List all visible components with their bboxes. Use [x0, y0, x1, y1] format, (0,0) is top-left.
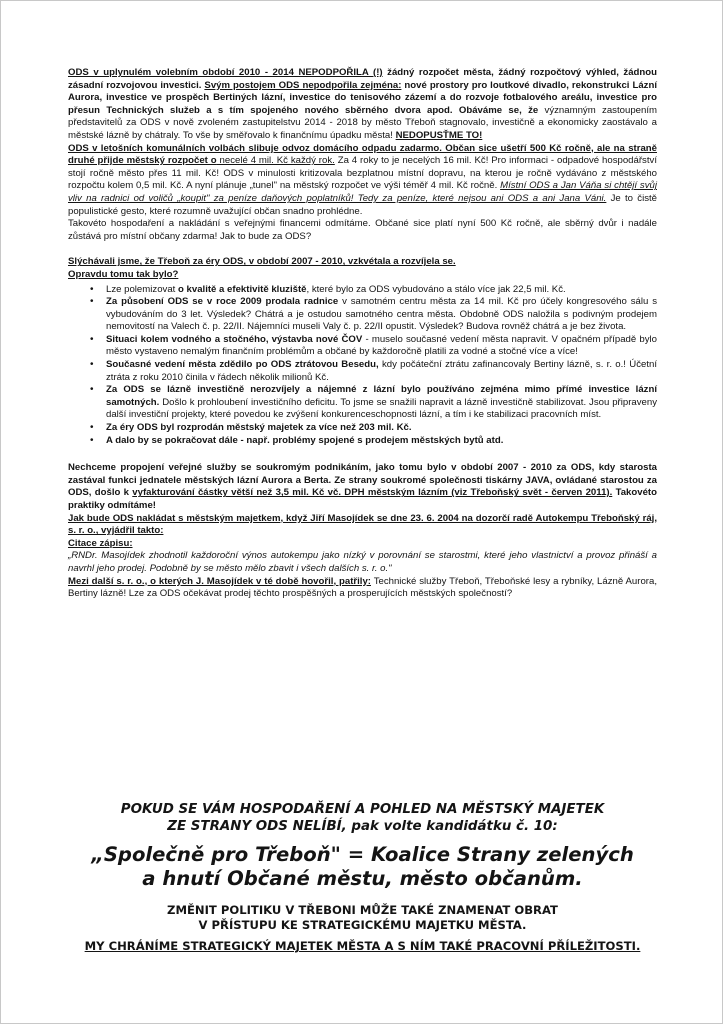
section-subheading: Opravdu tomu tak bylo?	[68, 268, 179, 280]
buy-influence-text: Místní ODS a Jan Váňa si chtějí svůj vliv na radnici od voličů „koupit" za peníze daňových poplatníků! Tedy za peníze, které nejsou ani ODS a ani Jana Váni.	[68, 180, 657, 204]
citation-label: Citace zápisu:	[68, 537, 133, 549]
paragraph-companies: Mezi další s. r. o., o kterých J. Masojídek v té době hovořil, patřily: Technické služby Třeboň, Třeboňské lesy a rybníky, Lázně Aurora, Bertiny lázně! Lze za ODS očekávat prodej těchto prospěšných a prosperujících městských společností?	[68, 575, 657, 600]
article-body	[68, 67, 657, 601]
list-item: • Za působení ODS se v roce 2009 prodala radnice v samotném centru města za 14 mil. Kč pro účely kongresového sálu s vybudováním do 3 let. Výsledek? Chátrá a je ostudou samotného centra města. Obdobně ODS naložila s podivným prodejem nemovitostí na Valech č. p. 22/II. Nájemníci museli Valy č. p. 22/II opustit. Výsledek? Budova rovněž chátrá a je bez života.	[106, 296, 657, 334]
ods-no-support-text: ODS v uplynulém volebním období 2010 - 2014 NEPODPOŘILA (!)	[68, 67, 383, 78]
protect-property-text: MY CHRÁNÍME STRATEGICKÝ MAJETEK MĚSTA A S NÍM TAKÉ PRACOVNÍ PŘÍLEŽITOSTI.	[84, 939, 641, 953]
citation-quote: „RNDr. Masojídek zhodnotil každoroční výnos autokempu jako nízký v porovnání se starostmi, které jeho vlastnictví a provoz přináší a navrhl jeho prodej. Podobně by se město mělo zbavit i všech dalších s. r. o."	[68, 550, 657, 574]
paragraph-finances: Takovéto hospodaření a nakládání s veřejnými financemi odmítáme. Občané sice platí nyní 500 Kč ročně, ale sběrný dvůr i nadále zůstává pro místní občany zdarma! Jak to bude za ODS?	[68, 218, 657, 242]
list-item: • Současné vedení města zdědilo po ODS ztrátovou Besedu, kdy počáteční ztrátu zafinancovaly Bertiny lázně, s. r. o.! Účetní ztráta z roku 2010 činila v řádech několik milionů Kč.	[106, 359, 657, 384]
list-item: • Lze polemizovat o kvalitě a efektivitě kluziště, které bylo za ODS vybudováno a stálo více jak 22,5 mil. Kč.	[106, 284, 657, 297]
ods-position-text: Svým postojem ODS nepodpořila zejména:	[204, 79, 402, 91]
closing-appeal: POKUD SE VÁM HOSPODAŘENÍ A POHLED NA MĚSTSKÝ MAJETEK ZE STRANY ODS NELÍBÍ, pak volte kandidátku č. 10:	[120, 802, 605, 834]
invoice-text: vyfakturování částky větší než 3,5 mil. Kč vč. DPH městským lázním (viz Třeboňský svět - červen 2011).	[132, 487, 613, 499]
paragraph-masojidek: Jak bude ODS nakládat s městským majetkem, když Jiří Masojídek se dne 23. 6. 2004 na dozorčí radě Autokempu Třeboňský ráj, s. r. o., vyjádřil takto:	[68, 512, 657, 537]
waste-promise-text: ODS v letošních komunálních volbách slibuje odvoz domácího odpadu zadarmo. Občan sice ušetří 500 Kč ročně, ale na straně druhé přijde městský rozpočet o	[68, 142, 657, 167]
paragraph-java: Nechceme propojení veřejné služby se soukromým podnikáním, jako tomu bylo v období 2007 - 2010 za ODS, kdy starosta zastával funkci jednatele městských lázní Aurora a Berta. Ze strany soukromé společnosti tiskárny JAVA, ovládané starostou za ODS, došlo k vyfakturování částky větší než 3,5 mil. Kč vč. DPH městským lázním (viz Třeboňský svět - červen 2011). Takovéto praktiky odmítáme!	[68, 462, 657, 511]
list-item: • A dalo by se pokračovat dále - např. problémy spojené s prodejem městských bytů atd.	[106, 435, 657, 448]
bullet-list	[68, 284, 657, 448]
do-not-allow-text: NEDOPUSŤME TO!	[395, 129, 483, 141]
paragraph-budget: ODS v uplynulém volebním období 2010 - 2014 NEPODPOŘILA (!) žádný rozpočet města, žádný rozpočtový výhled, žádnou zásadní rozvojovou investici. Svým postojem ODS nepodpořila zejména: nové prostory pro loutkové divadlo, rekonstrukci Lázní Aurora, investice ve prospěch Bertiných lázní, investice do tenisového zázemí a do rozvoje fotbalového areálu, investice pro přesun Technických služeb a s tím spojeného nového sběrného dvora apod. Obáváme se, že významným zastoupením představitelů za ODS v nově zvoleném zastupitelstvu 2014 - 2018 by město Třeboň stagnovalo, investičně a ekonomicky zaostávalo a městské lázně by chátraly. To vše by směřovalo k finančnímu úpadku města! NEDOPUSŤME TO!	[68, 67, 657, 141]
list-item: • Za éry ODS byl rozprodán městský majetek za více než 203 mil. Kč.	[106, 422, 657, 435]
section-heading: Slýchávali jsme, že Třeboň za éry ODS, v období 2007 - 2010, vzkvétala a rozvíjela se.	[68, 256, 456, 268]
paragraph-waste: ODS v letošních komunálních volbách slibuje odvoz domácího odpadu zadarmo. Občan sice ušetří 500 Kč ročně, ale na straně druhé přijde městský rozpočet o necelé 4 mil. Kč každý rok. Za 4 roky to je necelých 16 mil. Kč! Pro informaci - odpadové hospodářství stojí ročně město přes 11 mil. Kč! ODS v minulosti kritizovala bezplatnou místní dopravu, na kterou je ročně vydáváno z městského rozpočtu kolem 0,5 mil. Kč. A nyní plánuje „tunel" na městský rozpočet ve výši téměř 4 mil. Kč ročně. Místní ODS a Jan Váňa si chtějí svůj vliv na radnici od voličů „koupit" za peníze daňových poplatníků! Tedy za peníze, které nejsou ani ODS a ani Jana Váni. Je to čistě populistické gesto, které rozumně uvažující občan snadno prohlédne.	[68, 142, 657, 217]
coalition-slogan: „Společně pro Třeboň" = Koalice Strany zelených a hnutí Občané městu, město občanům.	[91, 843, 634, 890]
change-politics-text: ZMĚNIT POLITIKU V TŘEBONI MŮŽE TAKÉ ZNAMENAT OBRAT V PŘÍSTUPU KE STRATEGICKÉMU MAJETKU MĚSTA.	[167, 903, 558, 932]
list-item: • Za ODS se lázně investičně nerozvíjely a nájemné z lázní bylo používáno zejména mimo přímé investice lázní samotných. Došlo k prohloubení investičního deficitu. To jsme se snažili napravit a lázně investičně stabilizovat. Jsou připraveny další investiční projekty, které povedou ke zvýšení konkurenceschopnosti lázní, a tím i ke stabilizaci pracovních míst.	[106, 384, 657, 422]
list-item: • Situaci kolem vodného a stočného, výstavba nové ČOV - muselo současné vedení města napravit. V opačném případě bylo město vystaveno nemalým finančním problémům a občané by každoročně platili za vodné a stočné více a více!	[106, 334, 657, 359]
